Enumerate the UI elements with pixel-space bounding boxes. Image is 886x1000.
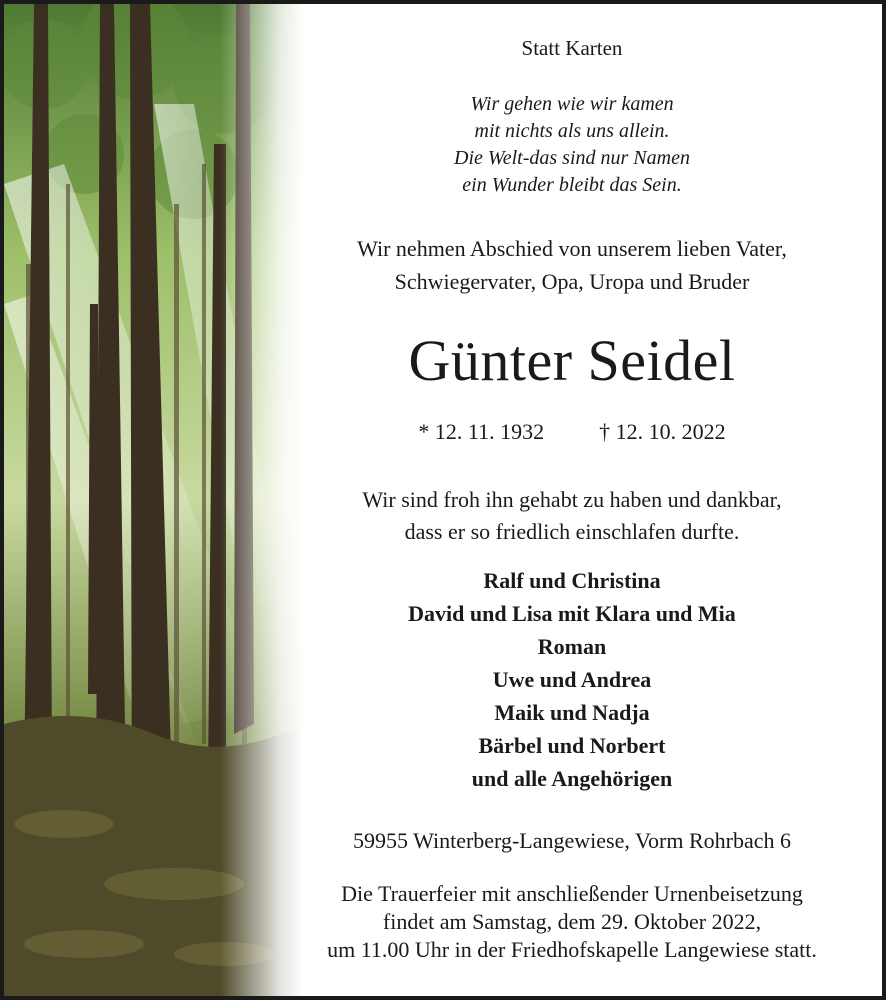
deceased-name: Günter Seidel: [408, 328, 736, 393]
mourner-name: Bärbel und Norbert: [478, 733, 666, 758]
poem-line: Die Welt-das sind nur Namen: [454, 147, 690, 169]
death-date: † 12. 10. 2022: [599, 419, 726, 444]
intro-line: Wir nehmen Abschied von unserem lieben Vater,: [357, 236, 787, 261]
forest-photo-icon: [4, 4, 304, 996]
poem-line: Wir gehen wie wir kamen: [470, 93, 674, 115]
notice-text: [272, 4, 872, 996]
mourner-name: David und Lisa mit Klara und Mia: [408, 601, 736, 626]
statt-karten-line: Statt Karten: [521, 36, 623, 60]
intro-line: Schwiegervater, Opa, Uropa und Bruder: [394, 269, 750, 294]
poem-line: ein Wunder bleibt das Sein.: [462, 174, 682, 196]
mourner-name: Roman: [537, 634, 607, 659]
funeral-line: Die Trauerfeier mit anschließender Urnenbeisetzung: [341, 881, 803, 906]
life-dates: [272, 417, 872, 447]
mourner-name: Uwe und Andrea: [492, 667, 652, 692]
mourner-name: Maik und Nadja: [494, 700, 650, 725]
funeral-line: um 11.00 Uhr in der Friedhofskapelle Langewiese statt.: [327, 937, 817, 962]
thanks-line: dass er so friedlich einschlafen durfte.: [404, 519, 740, 544]
funeral-line: findet am Samstag, dem 29. Oktober 2022,: [382, 909, 762, 934]
thanks-line: Wir sind froh ihn gehabt zu haben und dankbar,: [362, 487, 782, 512]
poem-line: mit nichts als uns allein.: [474, 120, 670, 142]
mourner-name: und alle Angehörigen: [471, 766, 673, 791]
address-line: 59955 Winterberg-Langewiese, Vorm Rohrbach 6: [352, 828, 791, 853]
birth-date: * 12. 11. 1932: [418, 419, 545, 444]
mourner-name: Ralf und Christina: [483, 568, 661, 593]
